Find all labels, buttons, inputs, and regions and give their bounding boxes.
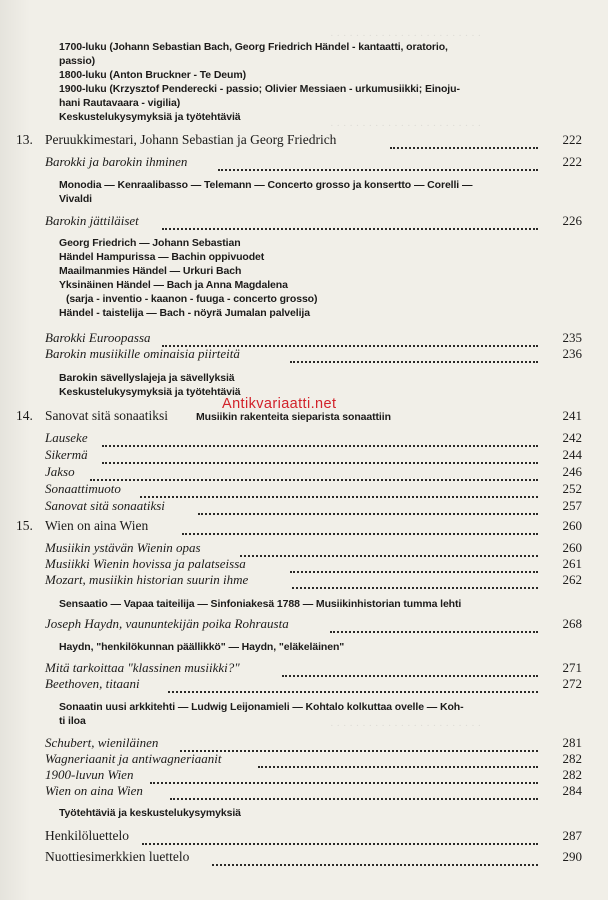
index-title: Henkilöluettelo (45, 828, 129, 843)
chapter-number: 15. (16, 518, 33, 533)
bleed-through-text: · · · · · · · · · · · · · · · · · · · · · · · · (330, 120, 482, 132)
toc-subline: passio) (59, 55, 96, 67)
toc-subline: Händel Hampurissa — Bachin oppivuodet (59, 251, 265, 263)
page-number: 281 (562, 735, 582, 750)
section-title: Musiikin ystävän Wienin opas (45, 540, 201, 555)
section-title: Joseph Haydn, vaununtekijän poika Rohrausta (45, 616, 289, 631)
page-number: 287 (562, 828, 582, 843)
toc-subline: 1900-luku (Krzysztof Penderecki - passio; Olivier Messiaen - urkumusiikki; Einoju- (59, 83, 460, 95)
dot-leader (390, 133, 538, 149)
page-number: 260 (562, 540, 582, 555)
section-title: Wagneriaanit ja antiwagneriaanit (45, 751, 222, 766)
dot-leader (258, 752, 538, 768)
dot-leader (330, 617, 538, 633)
page-number: 290 (562, 849, 582, 864)
dot-leader (102, 431, 538, 447)
page-number: 282 (562, 767, 582, 782)
page-number: 244 (562, 447, 582, 462)
page-number: 252 (562, 481, 582, 496)
section-title: Jakso (45, 464, 75, 479)
dot-leader (142, 829, 538, 845)
page-number: 222 (562, 154, 582, 169)
chapter-title: Peruukkimestari, Johann Sebastian ja Georg Friedrich (45, 132, 337, 147)
page-number: 226 (562, 213, 582, 228)
dot-leader (162, 214, 538, 230)
toc-subline: Keskustelukysymyksiä ja työtehtäviä (59, 111, 241, 123)
section-title: Sanovat sitä sonaatiksi (45, 498, 165, 513)
chapter-number: 14. (16, 408, 33, 423)
section-title: Mitä tarkoittaa "klassinen musiikki?" (45, 660, 240, 675)
page-number: 241 (562, 408, 582, 423)
toc-subline: ti iloa (59, 715, 86, 727)
chapter-title: Wien on aina Wien (45, 518, 149, 533)
section-title: Sonaattimuoto (45, 481, 121, 496)
watermark-text: Antikvariaatti.net (222, 396, 337, 412)
section-title: Wien on aina Wien (45, 783, 143, 798)
bleed-through-text: · · · · · · · · · · · · · · · · · · · · · · · · (330, 30, 482, 42)
page-number: 284 (562, 783, 582, 798)
toc-subline: Sonaatin uusi arkkitehti — Ludwig Leijonamieli — Kohtalo kolkuttaa ovelle — Koh- (59, 701, 464, 713)
section-title: Mozart, musiikin historian suurin ihme (45, 572, 249, 587)
page-number: 262 (562, 572, 582, 587)
dot-leader (290, 347, 538, 363)
toc-subline: Haydn, "henkilökunnan päällikkö" — Haydn, "eläkeläinen" (59, 641, 345, 653)
dot-leader (180, 736, 538, 752)
toc-subline: Maailmanmies Händel — Urkuri Bach (59, 265, 242, 277)
page-number: 236 (562, 346, 582, 361)
dot-leader (240, 541, 538, 557)
section-title: 1900-luvun Wien (45, 767, 134, 782)
toc-subline: (sarja - inventio - kaanon - fuuga - concerto grosso) (66, 293, 318, 305)
dot-leader (162, 331, 538, 347)
page-number: 242 (562, 430, 582, 445)
page-number: 222 (562, 132, 582, 147)
section-title: Schubert, wieniläinen (45, 735, 159, 750)
dot-leader (292, 573, 538, 589)
chapter-subtitle: Musiikin rakenteita sieparista sonaattiin (196, 411, 391, 423)
dot-leader (198, 499, 538, 515)
dot-leader (290, 557, 538, 573)
page-number: 257 (562, 498, 582, 513)
page-number: 261 (562, 556, 582, 571)
toc-subline: Sensaatio — Vapaa taiteilija — Sinfoniakesä 1788 — Musiikinhistorian tumma lehti (59, 598, 462, 610)
dot-leader (168, 677, 538, 693)
toc-subline: Monodia — Kenraalibasso — Telemann — Concerto grosso ja konsertto — Corelli — (59, 179, 473, 191)
dot-leader (150, 768, 538, 784)
dot-leader (170, 784, 538, 800)
section-title: Sikermä (45, 447, 88, 462)
section-title: Barokki ja barokin ihminen (45, 154, 188, 169)
toc-subline: Händel - taistelija — Bach - nöyrä Jumalan palvelija (59, 307, 310, 319)
section-title: Barokin musiikille ominaisia piirteitä (45, 346, 240, 361)
page-number: 271 (562, 660, 582, 675)
page-number: 260 (562, 518, 582, 533)
chapter-title: Sanovat sitä sonaatiksi (45, 408, 168, 423)
toc-subline: Vivaldi (59, 193, 92, 205)
toc-subline: 1800-luku (Anton Bruckner - Te Deum) (59, 69, 246, 81)
dot-leader (102, 448, 538, 464)
dot-leader (282, 661, 538, 677)
section-title: Barokki Euroopassa (45, 330, 151, 345)
section-title: Musiikki Wienin hovissa ja palatseissa (45, 556, 246, 571)
chapter-number: 13. (16, 132, 33, 147)
toc-subline: 1700-luku (Johann Sebastian Bach, Georg Friedrich Händel - kantaatti, oratorio, (59, 41, 448, 53)
dot-leader (182, 519, 538, 535)
dot-leader (212, 850, 538, 866)
page-number: 272 (562, 676, 582, 691)
page-number: 246 (562, 464, 582, 479)
toc-subline: Keskustelukysymyksiä ja työtehtäviä (59, 386, 241, 398)
page-number: 235 (562, 330, 582, 345)
dot-leader (90, 465, 538, 481)
toc-subline: Barokin sävellyslajeja ja sävellyksiä (59, 372, 235, 384)
index-title: Nuottiesimerkkien luettelo (45, 849, 190, 864)
dot-leader (140, 482, 538, 498)
bleed-through-text: · · · · · · · · · · · · · · · · · · · · · · · · (330, 720, 482, 732)
section-title: Lauseke (45, 430, 88, 445)
toc-subline: Georg Friedrich — Johann Sebastian (59, 237, 241, 249)
toc-subline: Yksinäinen Händel — Bach ja Anna Magdalena (59, 279, 288, 291)
section-title: Barokin jättiläiset (45, 213, 139, 228)
toc-subline: hani Rautavaara - vigilia) (59, 97, 181, 109)
section-title: Beethoven, titaani (45, 676, 140, 691)
dot-leader (218, 155, 538, 171)
page-number: 282 (562, 751, 582, 766)
toc-subline: Työtehtäviä ja keskustelukysymyksiä (59, 807, 241, 819)
page-number: 268 (562, 616, 582, 631)
